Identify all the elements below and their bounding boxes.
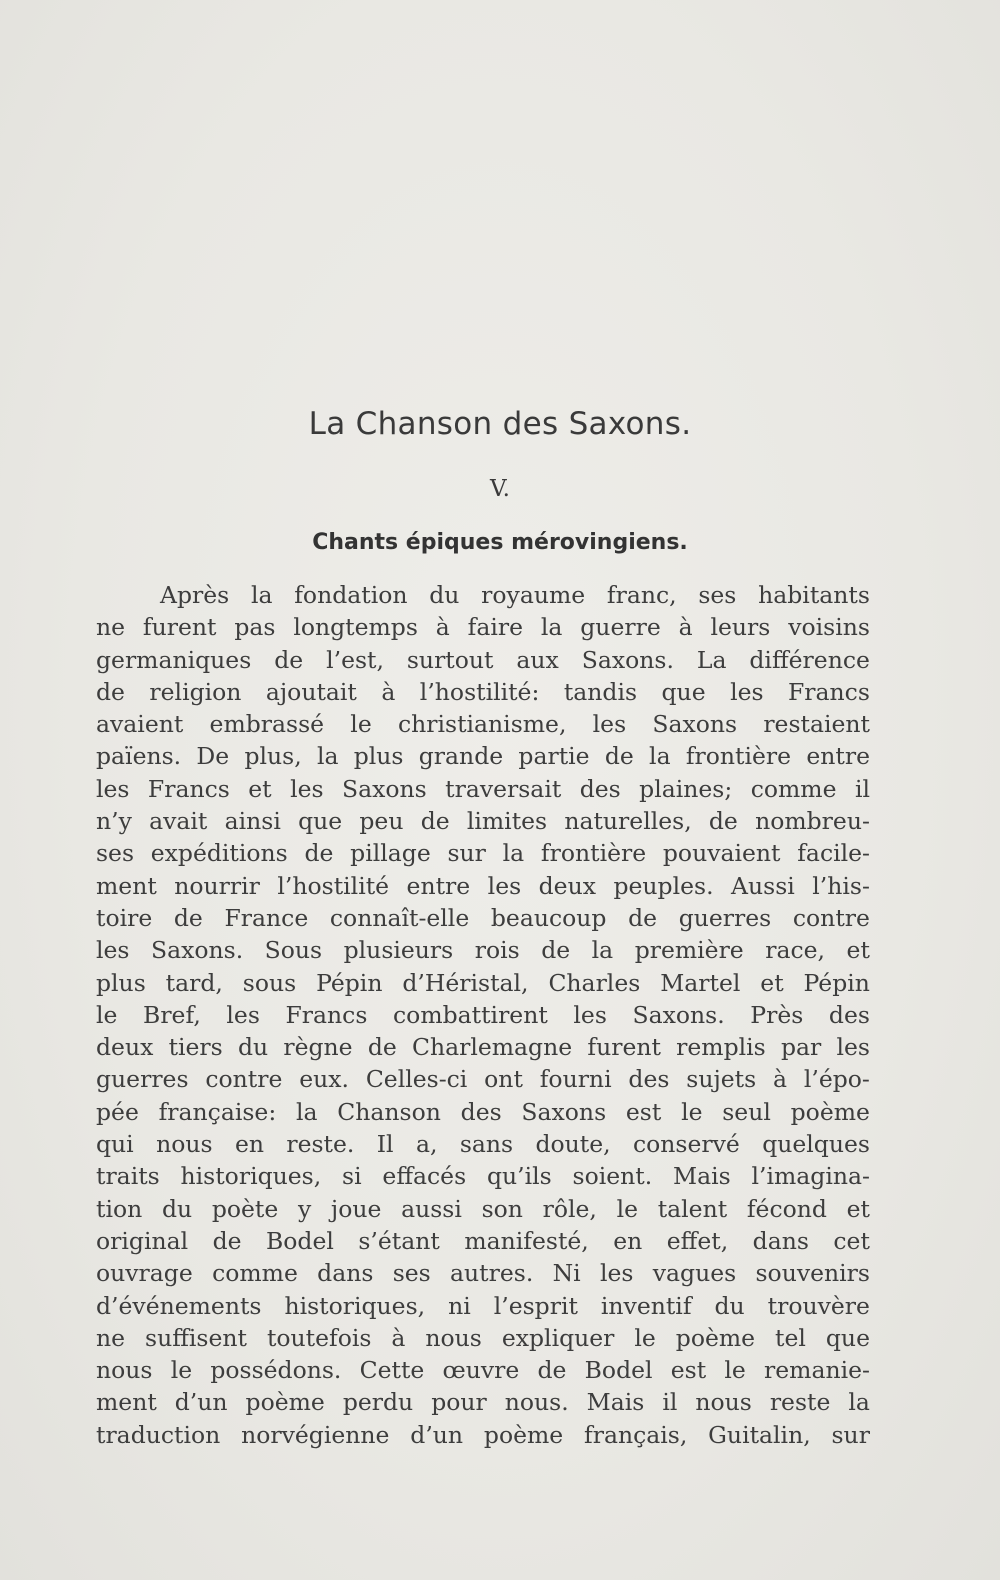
text-line: ment nourrir l’hostilité entre les deux peuples. Aussi l’his- <box>96 871 870 900</box>
chapter-number: V. <box>490 476 510 502</box>
text-line: n’y avait ainsi que peu de limites naturelles, de nombreu- <box>96 807 870 836</box>
text-line: avaient embrassé le christianisme, les Saxons restaient <box>96 710 870 739</box>
text-line: ne suffisent toutefois à nous expliquer le poème tel que <box>96 1323 870 1352</box>
text-line: tion du poète y joue aussi son rôle, le talent fécond et <box>96 1194 870 1223</box>
text-line: qui nous en reste. Il a, sans doute, conservé quelques <box>96 1130 870 1159</box>
body-text <box>96 579 870 1451</box>
page-title: La Chanson des Saxons. <box>308 406 692 442</box>
text-line: traduction norvégienne d’un poème français, Guitalin, sur <box>96 1420 870 1449</box>
text-line: original de Bodel s’étant manifesté, en effet, dans cet <box>96 1226 870 1255</box>
text-line: d’événements historiques, ni l’esprit inventif du trouvère <box>96 1291 870 1320</box>
text-line: guerres contre eux. Celles-ci ont fourni des sujets à l’épo- <box>96 1065 870 1094</box>
text-line: ne furent pas longtemps à faire la guerre à leurs voisins <box>96 613 870 642</box>
text-line: traits historiques, si effacés qu’ils soient. Mais l’imagina- <box>96 1162 870 1191</box>
text-line: païens. De plus, la plus grande partie de la frontière entre <box>96 742 870 771</box>
text-line: ment d’un poème perdu pour nous. Mais il nous reste la <box>96 1388 870 1417</box>
text-line: pée française: la Chanson des Saxons est le seul poème <box>96 1097 870 1126</box>
text-line: les Saxons. Sous plusieurs rois de la première race, et <box>96 936 870 965</box>
text-line: de religion ajoutait à l’hostilité: tandis que les Francs <box>96 677 870 706</box>
text-line: plus tard, sous Pépin d’Héristal, Charles Martel et Pépin <box>96 968 870 997</box>
text-line: ouvrage comme dans ses autres. Ni les vagues souvenirs <box>96 1259 870 1288</box>
text-line: germaniques de l’est, surtout aux Saxons. La différence <box>96 645 870 674</box>
text-line: deux tiers du règne de Charlemagne furent remplis par les <box>96 1033 870 1062</box>
text-line: les Francs et les Saxons traversait des plaines; comme il <box>96 774 870 803</box>
text-line: toire de France connaît-elle beaucoup de guerres contre <box>96 903 870 932</box>
text-line: ses expéditions de pillage sur la frontière pouvaient facile- <box>96 839 870 868</box>
section-subtitle: Chants épiques mérovingiens. <box>312 530 688 555</box>
text-line: nous le possédons. Cette œuvre de Bodel est le remanie- <box>96 1356 870 1385</box>
text-line: le Bref, les Francs combattirent les Saxons. Près des <box>96 1000 870 1029</box>
text-line: Après la fondation du royaume franc, ses habitants <box>160 581 870 609</box>
